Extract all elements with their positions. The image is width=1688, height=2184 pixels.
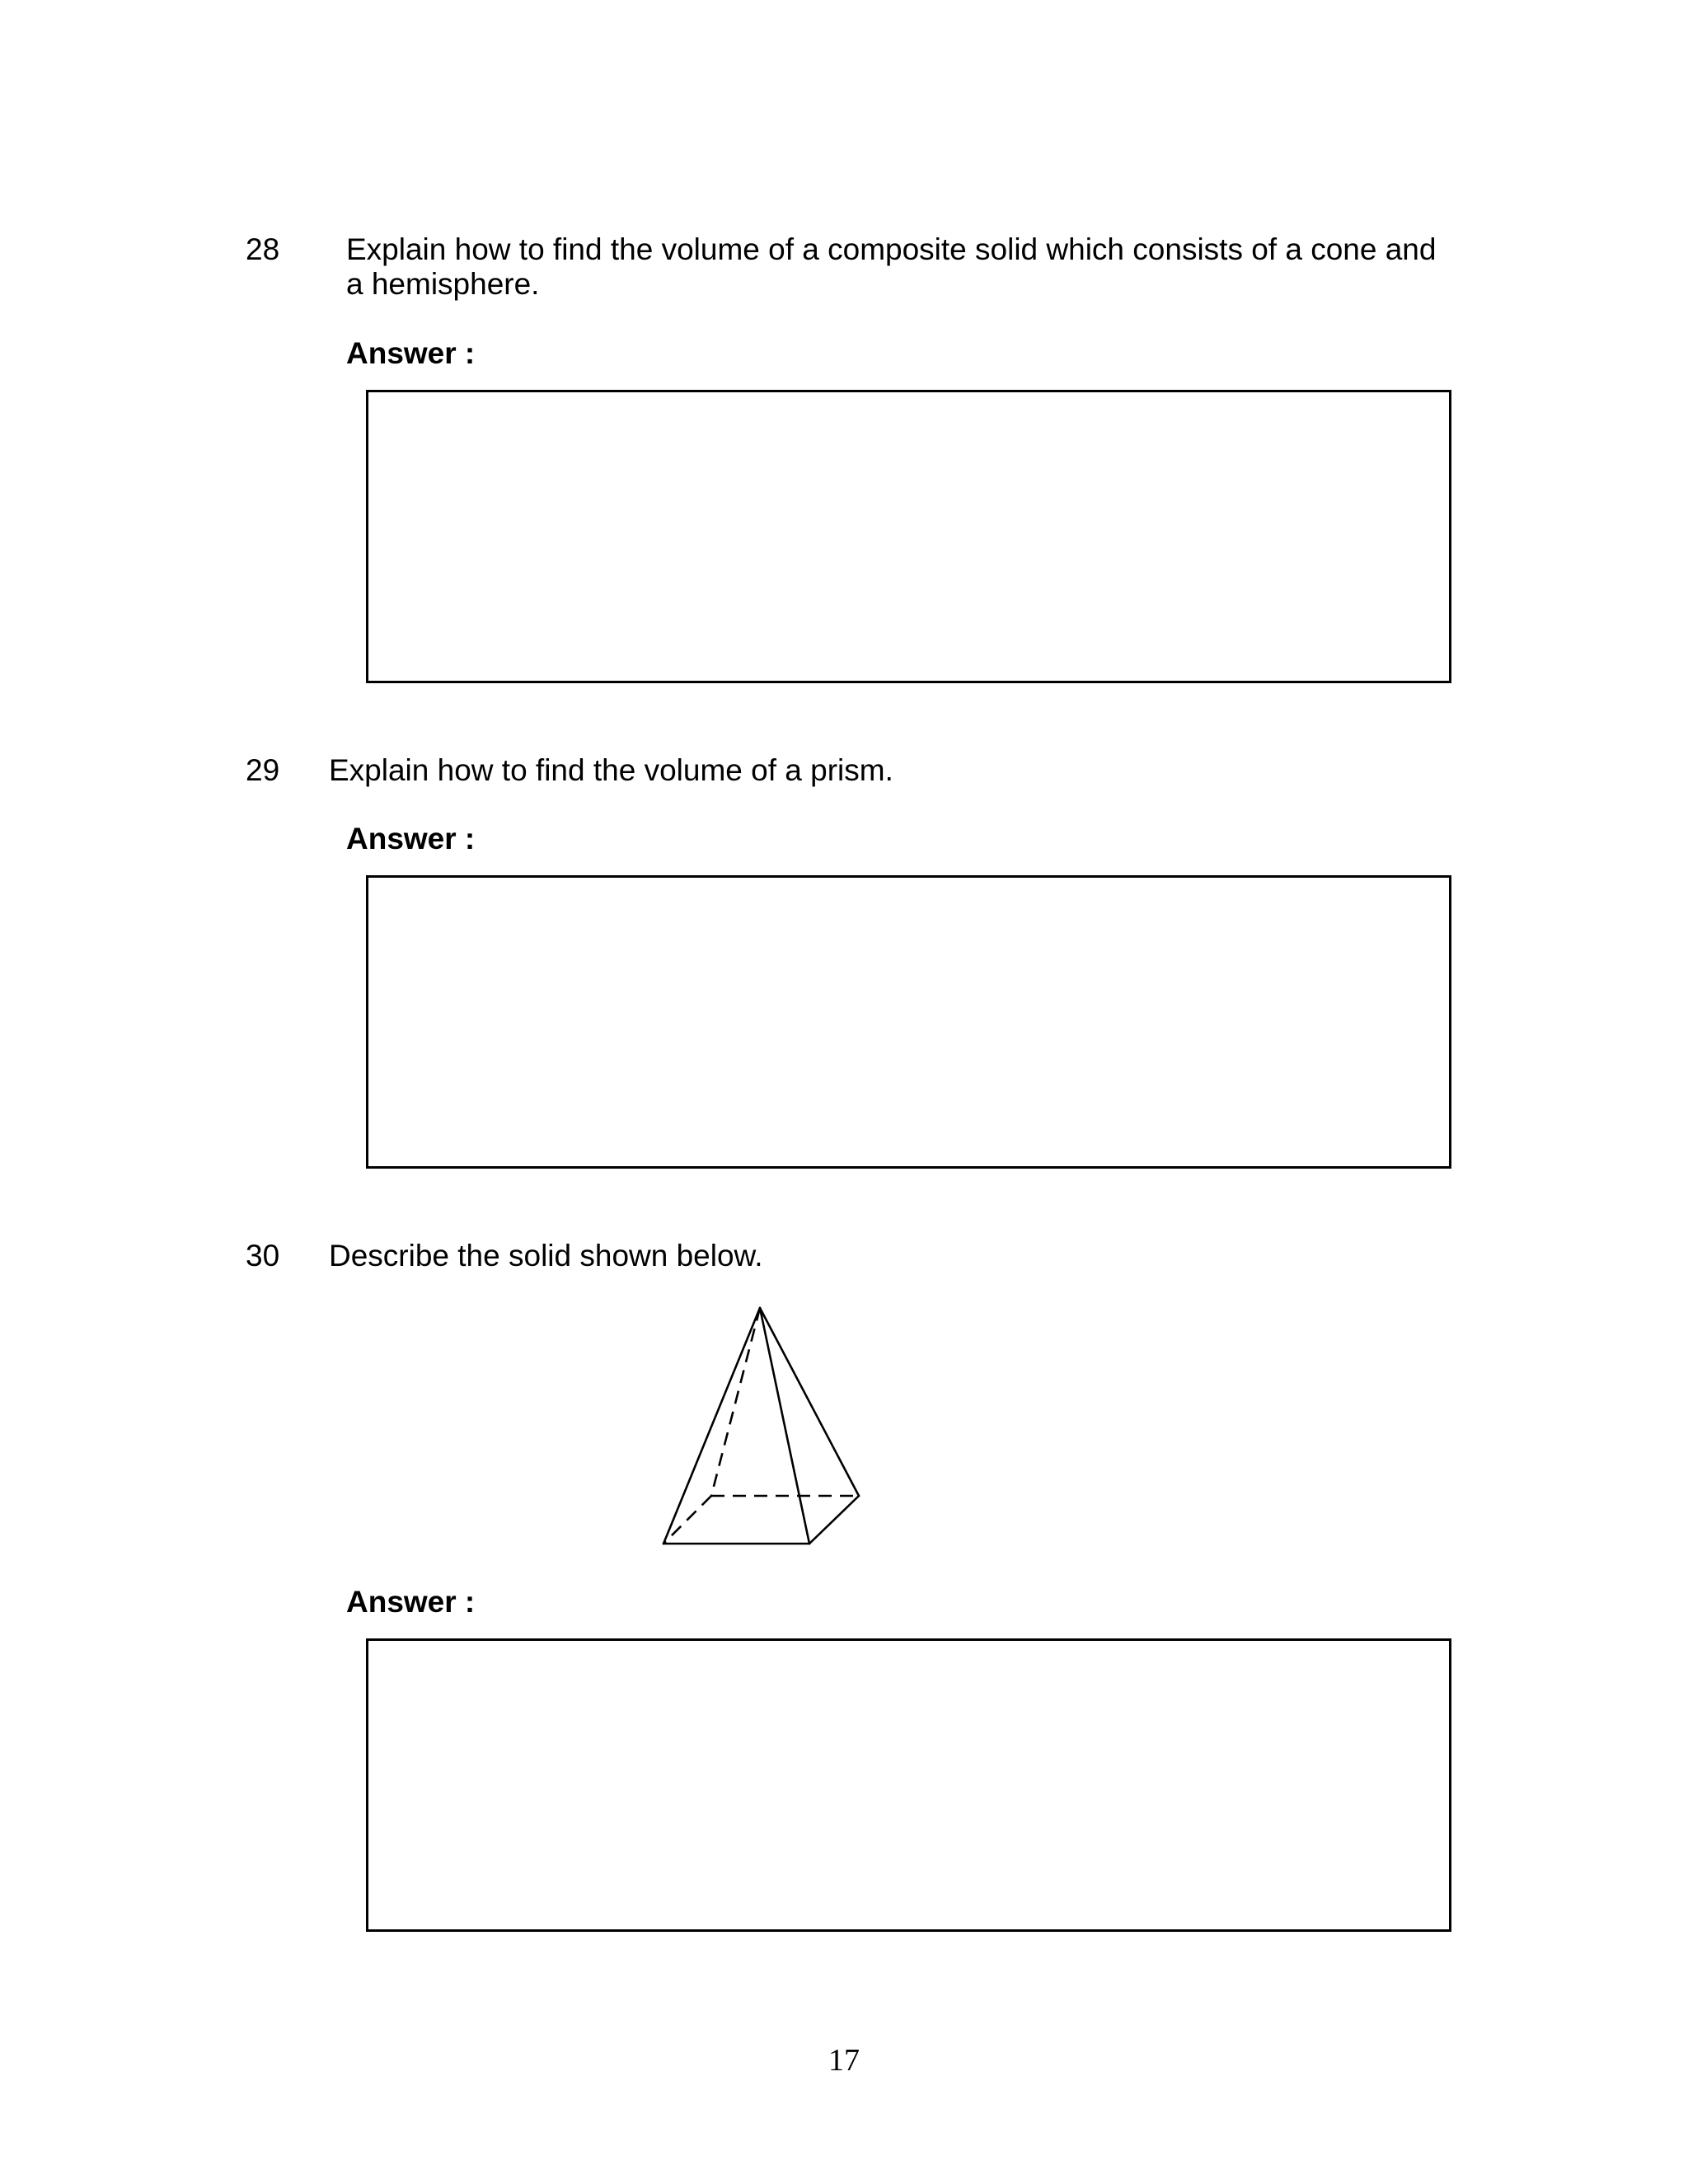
question-29-text: Explain how to find the volume of a prism. <box>329 753 893 787</box>
question-28-number: 28 <box>246 232 280 266</box>
question-30-number: 30 <box>246 1239 280 1272</box>
pyramid-edge-back-right <box>760 1308 859 1496</box>
question-30-answer-box[interactable] <box>366 1638 1451 1932</box>
page-number: 17 <box>828 2043 860 2078</box>
question-30-text: Describe the solid shown below. <box>329 1239 763 1272</box>
pyramid-hidden-base-left <box>663 1496 711 1544</box>
question-29-number: 29 <box>246 753 280 787</box>
pyramid-edge-front-left <box>663 1308 760 1544</box>
question-30-answer-label: Answer : <box>346 1585 476 1619</box>
question-29-answer-box[interactable] <box>366 875 1451 1169</box>
pyramid-edge-front-right <box>760 1308 809 1544</box>
question-28-text <box>346 232 1500 302</box>
pyramid-hidden-edge-apex <box>711 1308 760 1496</box>
question-28-answer-label: Answer : <box>346 336 476 370</box>
question-28-text-line-2: a hemisphere. <box>346 267 540 301</box>
pyramid-figure <box>643 1294 890 1558</box>
question-29-answer-label: Answer : <box>346 822 476 855</box>
pyramid-base-right <box>809 1496 859 1544</box>
question-28-answer-box[interactable] <box>366 390 1451 683</box>
question-28-text-line-1: Explain how to find the volume of a composite solid which consists of a cone and <box>346 232 1437 266</box>
